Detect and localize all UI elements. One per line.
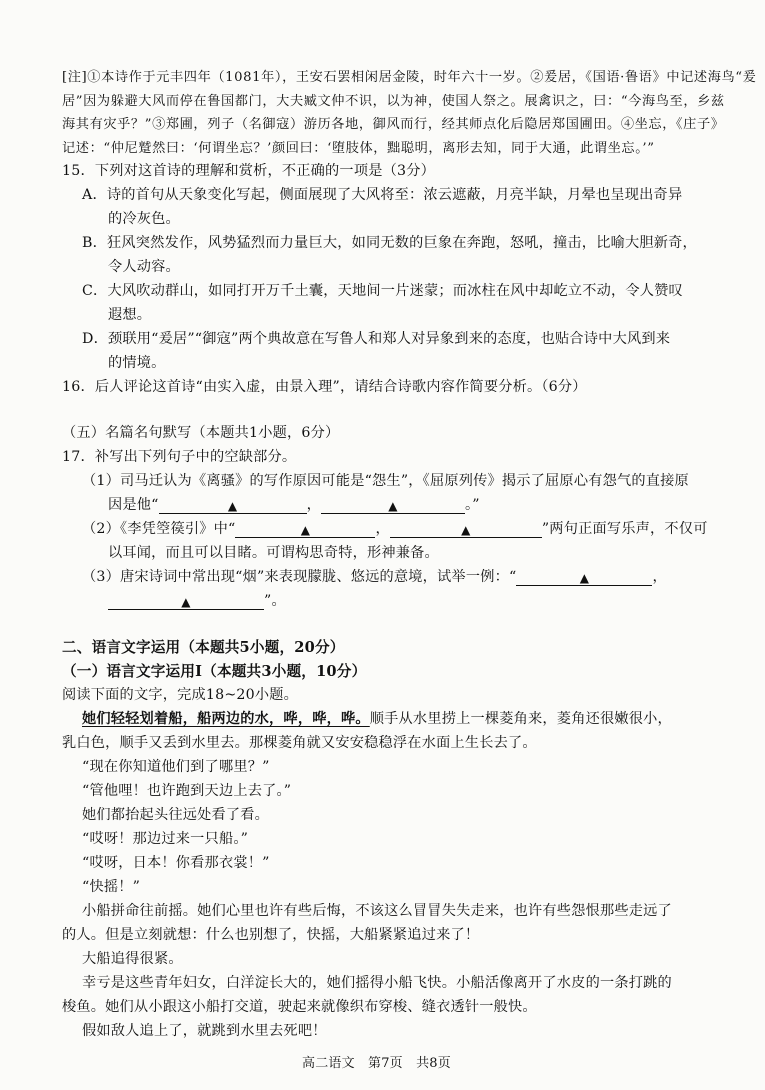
- q15-option-d-line-1: D．颈联用“爰居”“御寇”两个典故意在写鲁人和郑人对异象到来的态度，也贴合诗中大风到来: [82, 331, 671, 347]
- passage-dialogue-4: “哎呀，日本！你看那衣裳！”: [82, 855, 270, 871]
- question-15-stem: 15．下列对这首诗的理解和赏析，不正确的一项是（3分）: [62, 163, 435, 179]
- note-line-3: 海其有灾乎？”③郑圃，列子（名御寇）游历各地，御风而行，经其师点化后隐居郑国圃田。④坐忘，《庄子》: [62, 117, 725, 132]
- question-16: 16．后人评论这首诗“由实入虚，由景入理”，请结合诗歌内容作简要分析。（6分）: [62, 379, 587, 395]
- q15-option-b-line-1: B．狂风突然发作，风势猛烈而力量巨大，如同无数的巨象在奔跑，怒吼，撞击，比喻大胆新奇，: [82, 235, 697, 251]
- q15-option-b-line-2: 令人动容。: [108, 259, 180, 275]
- q15-option-d-line-2: 的情境。: [108, 355, 166, 371]
- q17-part-3-prefix: （3）唐宋诗词中常出现“烟”来表现朦胧、悠远的意境，试举一例：“: [82, 569, 517, 585]
- blank-marker: ▲: [461, 523, 471, 537]
- blank-4[interactable]: [390, 522, 542, 538]
- blank-marker: ▲: [227, 499, 238, 513]
- question-17-stem: 17．补写出下列句子中的空缺部分。: [62, 449, 297, 465]
- passage-paragraph-4-line-1: 幸亏是这些青年妇女，白洋淀长大的，她们摇得小船飞快。小船活像离开了水皮的一条打跳的: [82, 975, 672, 991]
- passage-paragraph-4-line-2: 梭鱼。她们从小跟这小船打交道，驶起来就像织布穿梭、缝衣透针一般快。: [62, 999, 537, 1015]
- blank-marker: ▲: [300, 523, 311, 537]
- blank-6[interactable]: [108, 594, 264, 610]
- passage-paragraph-2-line-1: 小船拼命往前摇。她们心里也许有些后悔，不该这么冒冒失失走来，也许有些怨恨那些走远了: [82, 903, 672, 919]
- blank-marker: ▲: [181, 595, 191, 609]
- q17-part-1-prefix: 因是他“: [108, 497, 159, 513]
- blank-3[interactable]: [235, 522, 375, 538]
- q17-part-1-comma: ，: [306, 497, 322, 513]
- blank-1[interactable]: [159, 498, 307, 514]
- q17-part-2-line-2: 以耳闻，而且可以目睹。可谓构思奇特，形神兼备。: [108, 545, 439, 561]
- q17-part-1-line-1: （1）司马迁认为《离骚》的写作原因可能是“怨生”，《屈原列传》揭示了屈原心有怨气的直接原: [82, 473, 689, 489]
- passage-dialogue-1: “现在你知道他们到了哪里？”: [82, 759, 270, 775]
- q17-part-3-line-2: [108, 590, 286, 610]
- blank-5[interactable]: [516, 570, 652, 586]
- passage-p1-rest: 顺手从水里捞上一棵菱角来，菱角还很嫩很小，: [369, 711, 672, 727]
- note-line-2: 居”因为躲避大风而停在鲁国都门，大夫臧文仲不识，以为神，使国人祭之。展禽识之，曰：“今海鸟至，乡兹: [62, 94, 725, 109]
- blank-marker: ▲: [579, 571, 590, 585]
- section-5-heading: （五）名篇名句默写（本题共1小题，6分）: [62, 425, 340, 441]
- passage-paragraph-5: 假如敌人追上了，就跳到水里去死吧！: [82, 1023, 327, 1039]
- passage-narration-1: 她们都抬起头往远处看了看。: [82, 807, 270, 823]
- q17-part-1-line-2: [108, 494, 480, 514]
- passage-dialogue-3: “哎呀！那边过来一只船。”: [82, 831, 249, 847]
- q17-part-3-line-1: [82, 566, 667, 586]
- passage-dialogue-2: “管他哩！也许跑到天边上去了。”: [82, 783, 292, 799]
- note-line-4: 记述：“仲尼蹵然曰：‘何谓坐忘？’颜回曰：‘堕肢体，黜聪明，离形去知，同于大通，此谓坐忘。’”: [62, 141, 655, 156]
- blank-2[interactable]: [321, 498, 465, 514]
- passage-paragraph-3: 大船追得很紧。: [82, 951, 183, 967]
- q15-option-a-line-2: 的冷灰色。: [108, 211, 180, 227]
- q17-part-2-comma: ，: [375, 521, 390, 537]
- passage-paragraph-2-line-2: 的人。但是立刻就想：什么也别想了，快摇，大船紧紧追过来了！: [62, 927, 480, 943]
- q15-option-a-line-1: A．诗的首句从天象变化写起，侧面展现了大风将至：浓云遮蔽，月亮半缺，月晕也呈现出奇异: [82, 187, 683, 203]
- q17-part-3-end: ”。: [264, 593, 286, 609]
- q17-part-3-comma: ，: [652, 569, 667, 585]
- passage-dialogue-5: “快摇！”: [82, 879, 141, 895]
- page-footer: 高二语文 第7页 共8页: [302, 1056, 451, 1071]
- part-2-1-heading: （一）语言文字运用Ⅰ（本题共3小题，10分）: [62, 663, 367, 680]
- passage-paragraph-1-line-1: [82, 708, 672, 728]
- reading-instruction: 阅读下面的文字，完成18~20小题。: [62, 687, 299, 703]
- underlined-sentence: 她们轻轻划着船，船两边的水，哗，哗，哗。: [82, 711, 370, 727]
- blank-marker: ▲: [388, 499, 398, 513]
- part-2-heading: 二、语言文字运用（本题共5小题，20分）: [62, 639, 345, 656]
- q17-part-1-end: 。”: [465, 497, 480, 513]
- q17-part-2-suffix: ”两句正面写乐声，不仅可: [541, 521, 708, 537]
- passage-paragraph-1-line-2: 乳白色，顺手又丢到水里去。那棵菱角就又安安稳稳浮在水面上生长去了。: [62, 735, 537, 751]
- note-line-1: [注]①本诗作于元丰四年（1081年），王安石罢相闲居金陵，时年六十一岁。②爰居，《国语·鲁语》中记述海鸟“爰: [62, 70, 757, 85]
- q15-option-c-line-1: C．大风吹动群山，如同打开万千土囊，天地间一片迷蒙；而冰柱在风中却屹立不动，令人赞叹: [82, 283, 683, 299]
- q17-part-2-line-1: [82, 518, 708, 538]
- q17-part-2-prefix: （2）《李凭箜篌引》中“: [82, 521, 236, 537]
- q15-option-c-line-2: 遐想。: [108, 307, 152, 323]
